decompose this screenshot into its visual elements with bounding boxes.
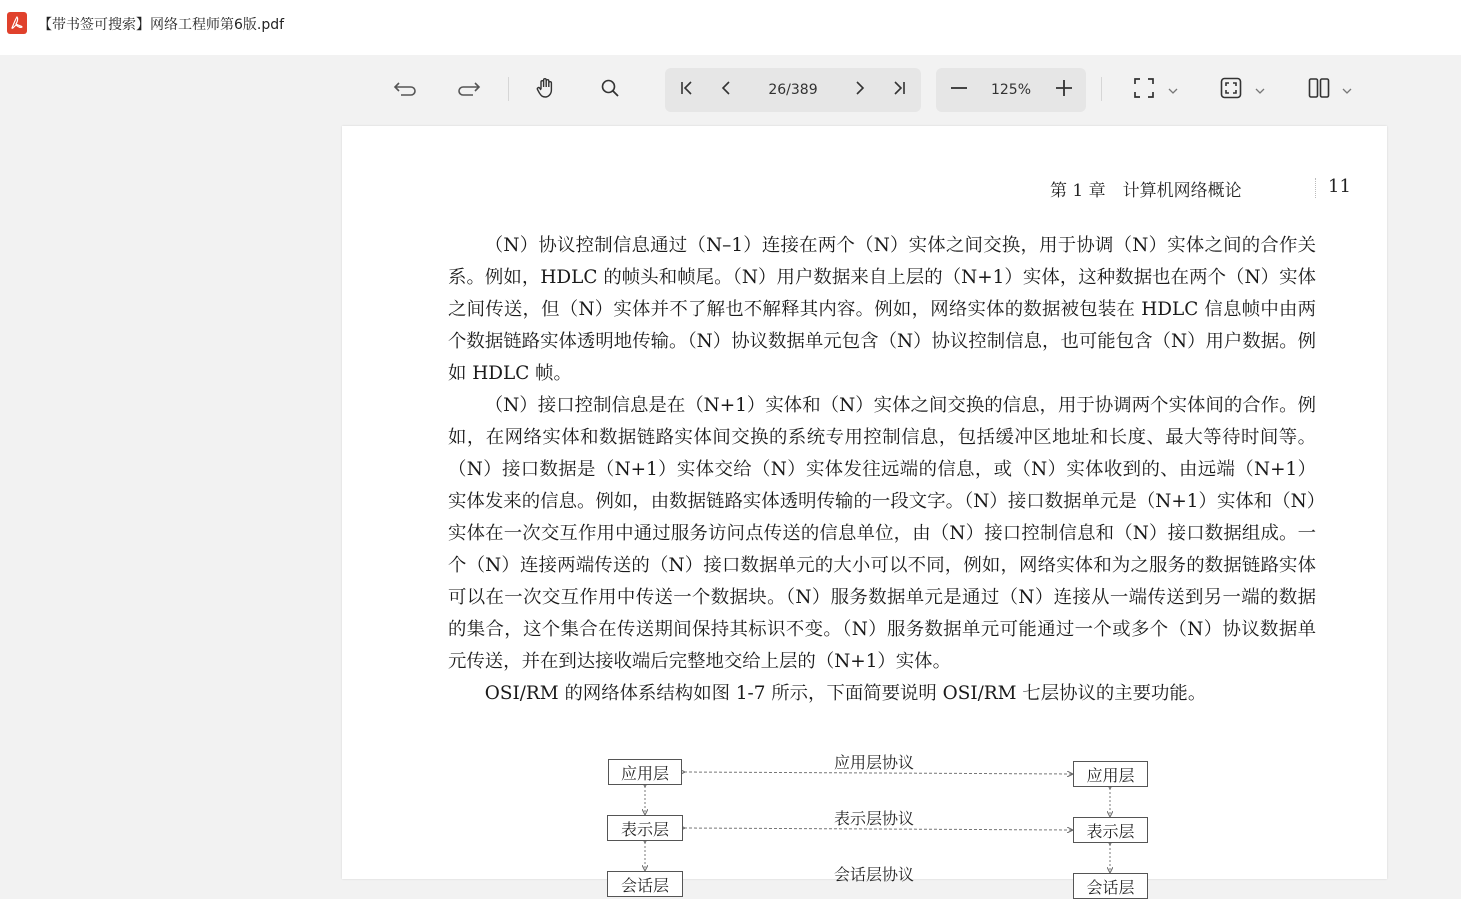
undo-button[interactable] <box>389 72 421 104</box>
zoom-out-button[interactable] <box>943 72 975 104</box>
minus-icon <box>950 79 968 97</box>
fullscreen-icon <box>1220 77 1242 99</box>
chevron-down-icon[interactable] <box>1166 84 1180 98</box>
next-page-icon <box>851 80 867 96</box>
first-page-button[interactable] <box>671 72 703 104</box>
diagram-box: 应用层 <box>1073 761 1148 787</box>
window-title: 【带书签可搜索】网络工程师第6版.pdf <box>38 17 285 33</box>
search-icon <box>600 78 620 98</box>
toolbar-divider <box>1101 77 1102 101</box>
next-page-button[interactable] <box>843 72 875 104</box>
fullscreen-button[interactable] <box>1215 72 1247 104</box>
prev-page-icon <box>719 80 735 96</box>
diagram-box: 表示层 <box>607 815 683 841</box>
hand-tool-button[interactable] <box>530 72 562 104</box>
last-page-button[interactable] <box>883 72 915 104</box>
search-button[interactable] <box>594 72 626 104</box>
diagram-box: 表示层 <box>1073 817 1148 843</box>
redo-icon <box>457 80 481 96</box>
prev-page-button[interactable] <box>711 72 743 104</box>
diagram-label: 会话层协议 <box>834 865 915 884</box>
diagram-box: 应用层 <box>608 759 682 785</box>
diagram-label: 表示层协议 <box>834 809 915 828</box>
toolbar <box>0 55 1461 126</box>
plus-icon <box>1055 79 1073 97</box>
diagram-box: 会话层 <box>1073 873 1148 899</box>
pdf-icon <box>7 12 27 34</box>
fit-page-icon <box>1133 77 1155 99</box>
paragraph: （N）协议控制信息通过（N–1）连接在两个（N）实体之间交换，用于协调（N）实体之间的合作关系。例如，HDLC 的帧头和帧尾。（N）用户数据来自上层的（N+1）实体，这种数据也在两个（N）实体之间传送，但（N）实体并不了解也不解释其内容。例如，网络实体的数据被包装在 HDLC 信息帧中由两个数据链路实体透明地传输。（N）协议数据单元包含（N）协议控制信息，也可能包含（N）用户数据。例如 HDLC 帧。 <box>448 235 1316 384</box>
paragraph: OSI/RM 的网络体系结构如图 1-7 所示，下面简要说明 OSI/RM 七层协议的主要功能。 <box>484 683 1207 704</box>
two-page-icon <box>1308 77 1330 99</box>
document-page[interactable] <box>342 126 1387 897</box>
zoom-level[interactable]: 125% <box>990 82 1032 98</box>
diagram-box: 会话层 <box>607 871 683 897</box>
fit-page-button[interactable] <box>1128 72 1160 104</box>
chevron-down-icon[interactable] <box>1253 84 1267 98</box>
last-page-icon <box>891 80 907 96</box>
page-layout-button[interactable] <box>1303 72 1335 104</box>
redo-button[interactable] <box>453 72 485 104</box>
chevron-down-icon[interactable] <box>1340 84 1354 98</box>
toolbar-divider <box>508 77 509 101</box>
title-bar <box>0 0 1461 55</box>
hand-icon <box>535 77 557 99</box>
page-number: 11 <box>1328 176 1351 197</box>
first-page-icon <box>679 80 695 96</box>
page-indicator[interactable]: 26/389 <box>768 82 818 98</box>
running-head: 第 1 章 计算机网络概论 <box>1050 181 1242 201</box>
undo-icon <box>393 80 417 96</box>
zoom-in-button[interactable] <box>1048 72 1080 104</box>
diagram-label: 应用层协议 <box>834 753 915 772</box>
paragraph: （N）接口控制信息是在（N+1）实体和（N）实体之间交换的信息，用于协调两个实体间的合作。例如，在网络实体和数据链路实体间交换的系统专用控制信息，包括缓冲区地址和长度、最大等待时间等。（N）接口数据是（N+1）实体交给（N）实体发往远端的信息，或（N）实体收到的、由远端（N+1）实体发来的信息。例如，由数据链路实体透明传输的一段文字。（N）接口数据单元是（N+1）实体和（N）实体在一次交互作用中通过服务访问点传送的信息单位，由（N）接口控制信息和（N）接口数据组成。一个（N）连接两端传送的（N）接口数据单元的大小可以不同，例如，网络实体和为之服务的数据链路实体可以在一次交互作用中传送一个数据块。（N）服务数据单元是通过（N）连接从一端传送到另一端的数据的集合，这个集合在传送期间保持其标识不变。（N）服务数据单元可能通过一个或多个（N）协议数据单元传送，并在到达接收端后完整地交给上层的（N+1）实体。 <box>448 395 1316 672</box>
